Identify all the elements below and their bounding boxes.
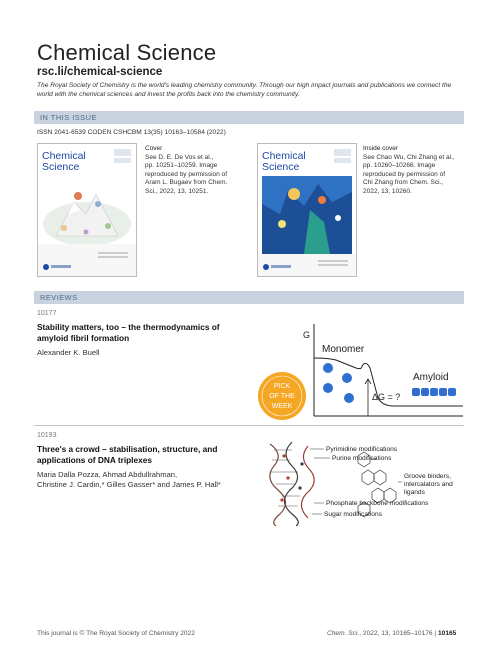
figure-1-amyloid-label: Amyloid <box>413 372 449 383</box>
cover-caption-1 <box>145 145 227 197</box>
cover-2-line2: pp. 10260–10266. Image <box>363 162 436 170</box>
monomer-dot <box>323 383 333 393</box>
journal-tagline: The Royal Society of Chemistry is the world's leading chemistry community. Through our high impact journals and publications we connect the world with the chemical sciences and invest the profits back into the chemistry community. <box>37 82 452 98</box>
cover-1-line1: See D. E. De Vos et al., <box>145 153 214 161</box>
article-2-title-line2: applications of DNA triplexes <box>37 454 152 465</box>
figure-2-label-pyrimidine: Pyrimidine modifications <box>326 446 398 453</box>
cover-2-line3: reproduced by permission of <box>363 170 446 178</box>
cover-2-line1: See Chao Wu, Chi Zhang et al., <box>363 153 455 161</box>
footer-copyright: This journal is © The Royal Society of Chemistry 2022 <box>37 630 195 637</box>
article-1-authors: Alexander K. Buell <box>37 348 100 357</box>
monomer-dot <box>342 373 352 383</box>
cover-art-1 <box>38 144 136 276</box>
figure-1-monomer-label: Monomer <box>322 344 365 355</box>
footer-citation-text: , 2022, 13, 10165–10176 | <box>359 630 437 637</box>
figure-1-axis-label: G <box>303 330 311 340</box>
article-1-title-line1: Stability matters, too – the thermodynamics of <box>37 322 220 332</box>
cover-2-title-line1: Chemical <box>262 150 306 162</box>
footer-page-number: 10165 <box>437 630 457 637</box>
reviews-section-band <box>34 291 464 304</box>
figure-2-label-purine: Purine modifications <box>332 455 392 462</box>
article-2-title[interactable] <box>37 444 217 465</box>
cover-1-label: Cover <box>145 145 163 152</box>
article-1-title-line2: amyloid fibril formation <box>37 332 130 343</box>
cover-1-line2: pp. 10251–10259. Image <box>145 162 218 170</box>
cover-1-title-line2: Science <box>42 161 80 173</box>
figure-2-label-groove-1: Groove binders, <box>404 473 451 480</box>
figure-2-label-phosphate: Phosphate backbone modifications <box>326 500 429 507</box>
cover-1-title-line1: Chemical <box>42 150 86 162</box>
issue-section-band <box>34 111 464 124</box>
footer-journal-abbrev: Chem. Sci. <box>327 630 360 637</box>
cover-2-line5: 2022, 13, 10260. <box>363 187 412 195</box>
article-divider <box>34 425 464 426</box>
article-2-page-number: 10193 <box>37 432 57 439</box>
cover-image-1[interactable] <box>37 143 137 277</box>
journal-title: Chemical Science <box>37 40 217 65</box>
monomer-dot <box>323 363 333 373</box>
figure-2-label-groove-2: intercalators and <box>404 481 453 488</box>
issue-section-heading: IN THIS ISSUE <box>40 113 97 122</box>
figure-1-delta-label: ΔG = ? <box>372 392 401 402</box>
figure-2-label-sugar: Sugar modifications <box>324 511 382 518</box>
article-2-title-line1: Three's a crowd – stabilisation, structure, and <box>37 444 218 454</box>
cover-image-2[interactable] <box>257 143 357 277</box>
reviews-section-heading: REVIEWS <box>40 293 78 302</box>
cover-caption-2 <box>363 145 455 197</box>
issn-line: ISSN 2041-6539 CODEN CSHCBM 13(35) 10163–10584 (2022) <box>37 129 226 136</box>
badge-line1: PICK <box>273 383 291 390</box>
cover-2-line4: Chi Zhang from Chem. Sci., <box>363 179 444 187</box>
footer-citation <box>327 630 456 637</box>
article-1-title[interactable] <box>37 322 220 343</box>
article-1-page-number: 10177 <box>37 310 57 317</box>
badge-line2: OF THE <box>269 393 295 400</box>
cover-2-label: Inside cover <box>363 145 399 152</box>
cover-1-line4: Aram L. Bugaev from Chem. <box>145 179 228 187</box>
journal-url[interactable]: rsc.li/chemical-science <box>37 66 163 78</box>
article-1-figure <box>258 318 468 428</box>
monomer-dot <box>344 393 354 403</box>
cover-2-title-line2: Science <box>262 161 300 173</box>
cover-art-2 <box>258 144 356 276</box>
article-2-authors-line1: Maria Dalla Pozza, Ahmad Abdullrahman, <box>37 470 178 479</box>
article-2-authors <box>37 470 221 490</box>
article-2-figure <box>262 440 468 526</box>
cover-1-line5: Sci., 2022, 13, 10251. <box>145 187 209 195</box>
article-2-authors-line2: Christine J. Cardin,* Gilles Gasser* and James P. Hall* <box>37 480 221 489</box>
figure-2-label-groove-3: ligands <box>404 489 425 496</box>
badge-line3: WEEK <box>271 403 293 410</box>
cover-1-line3: reproduced by permission of <box>145 170 228 178</box>
